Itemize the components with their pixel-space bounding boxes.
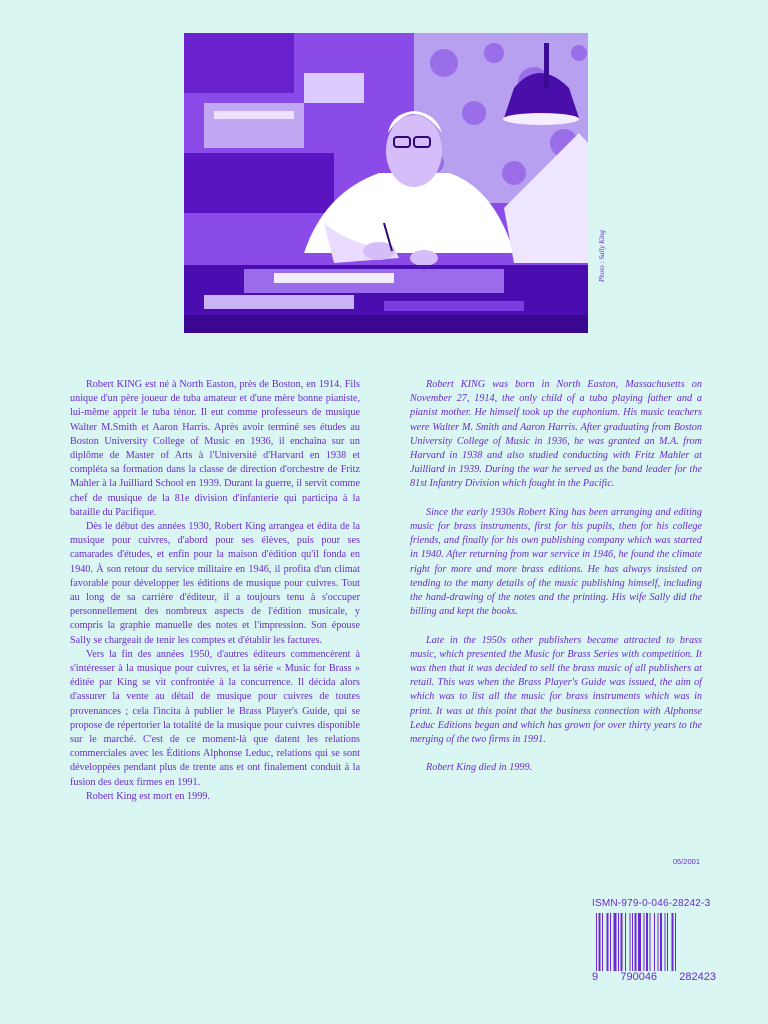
barcode-bar: [632, 913, 633, 979]
barcode-bar: [625, 913, 626, 979]
barcode-bar: [638, 913, 641, 979]
barcode-bar: [602, 913, 603, 979]
publication-date: 05/2001: [672, 857, 700, 866]
barcode-bar: [635, 913, 637, 979]
english-paragraph: Robert King died in 1999.: [426, 762, 533, 774]
barcode-bar: [665, 913, 666, 979]
barcode-bar: [660, 913, 662, 979]
photo-credit: Photo : Sally King: [598, 230, 606, 282]
english-paragraph: Since the early 1930s Robert King has been arranging and editing music for brass instruments, first for his pupils, then for his college friends, and finally for his own publishing company which was started in 1940. After returning from war service in 1946, he found the climate right for more and more brass editions. He has always insisted on tending to the many details of the music publishing himself, including the hand-drawing of the notes and the printing. His wife Sally did the billing and kept the books.: [410, 506, 702, 618]
english-paragraph: Late in the 1950s other publishers became attracted to brass music, which presented the Music for Brass Series with competition. It was then that it was decided to sell the brass music of all publishers at retail. This was when the Brass Player's Guide was issued, the aim of which was to list all the music for brass instruments which was in print. It was at this point that the business connection with Alphonse Leduc Editions began and which has grown for over thirty years to the merging of the two firms in 1991.: [410, 634, 702, 746]
english-biography: [410, 378, 702, 790]
french-biography: [70, 378, 360, 804]
french-paragraph: Vers la fin des années 1950, d'autres éditeurs commencèrent à s'intéresser à la musique pour cuivres, et la série « Music for Brass » éditée par King se vit confrontée à la concurrence. Il décida alors d'assurer la vente au détail de musique pour cuivres de toutes provenances ; cela l'incita à publier le Brass Player's Guide, qui se propose de répertorier la totalité de la musique pour cuivres disponible sur le marché. C'est de ce moment-là que datent les relations commerciales avec les Éditions Alphonse Leduc, relations qui se sont développées pendant plus de trente ans et ont finalement conduit à la fusion des deux firmes en 1991.: [70, 648, 360, 788]
french-paragraph: Robert KING est né à North Easton, près de Boston, en 1914. Fils unique d'un père joueur de tuba amateur et d'une mère bonne pianiste, lui-même apprit le tuba ténor. Il eut comme professeurs de musique Walter M.Smith et Aaron Harris. Après avoir terminé ses études au Boston University College of Music en 1936, il enchaîna sur un diplôme de Master of Arts à l'Université d'Harvard en 1938 et compléta sa formation dans la classe de direction d'orchestre de Fritz Mahler à la Juilliard School en 1939. Durant la guerre, il servit comme chef de musique de la 81e division d'infanterie qui participa à la bataille du Pacifique.: [70, 379, 360, 518]
french-paragraph: Robert King est mort en 1999.: [86, 790, 210, 802]
barcode-bar: [650, 913, 651, 979]
barcode-bar: [654, 913, 655, 979]
barcode-bar: [672, 913, 674, 979]
barcode: [592, 913, 716, 979]
barcode-bar: [614, 913, 617, 979]
barcode-bar: [596, 913, 597, 979]
barcode-lead-digit: 9: [592, 971, 599, 983]
robert-king-photo: [184, 33, 588, 333]
barcode-left-digits: 790046: [620, 971, 658, 983]
ismn-number: ISMN-979-0-046-28242-3: [592, 898, 711, 909]
barcode-bar: [644, 913, 645, 979]
barcode-bar: [667, 913, 668, 979]
barcode-bar: [607, 913, 609, 979]
barcode-bar: [630, 913, 631, 979]
barcode-bar: [675, 913, 676, 979]
barcode-digits: [592, 971, 716, 983]
barcode-bar: [610, 913, 611, 979]
barcode-bar: [658, 913, 659, 979]
barcode-right-digits: 282423: [679, 971, 716, 983]
barcode-bar: [621, 913, 623, 979]
photo-illustration: [184, 33, 588, 333]
english-paragraph: Robert KING was born in North Easton, Massachusetts on November 27, 1914, the only child of a tuba playing father and a pianist mother. He himself took up the euphonium. His music teachers were Walter M. Smith and Aaron Harris. After graduating from Boston University College of Music in 1936, he was granted an M.A. from Harvard in 1938 and also studied conducting with Fritz Mahler at Juilliard in 1939. During the war he served as the band leader for the 81st Infantry Division which fought in the Pacific.: [410, 379, 702, 490]
barcode-bar: [646, 913, 648, 979]
barcode-bar: [599, 913, 601, 979]
barcode-bar: [618, 913, 619, 979]
french-paragraph: Dès le début des années 1930, Robert King arrangea et édita de la musique pour cuivres, d'abord pour ses élèves, puis pour ses camarades d'études, et enfin pour la maison d'édition qu'il fonda en 1940. À son retour du service militaire en 1946, il profita d'un climat favorable pour développer les éditions de musique pour cuivres. Tout au long de sa carrière d'éditeur, il a toujours tenu à s'occuper personnellement des nombreux aspects de l'édition musicale, y compris la graphie manuelle des notes et l'impression. Son épouse Sally se chargeait de tenir les comptes et d'établir les factures.: [70, 521, 360, 646]
